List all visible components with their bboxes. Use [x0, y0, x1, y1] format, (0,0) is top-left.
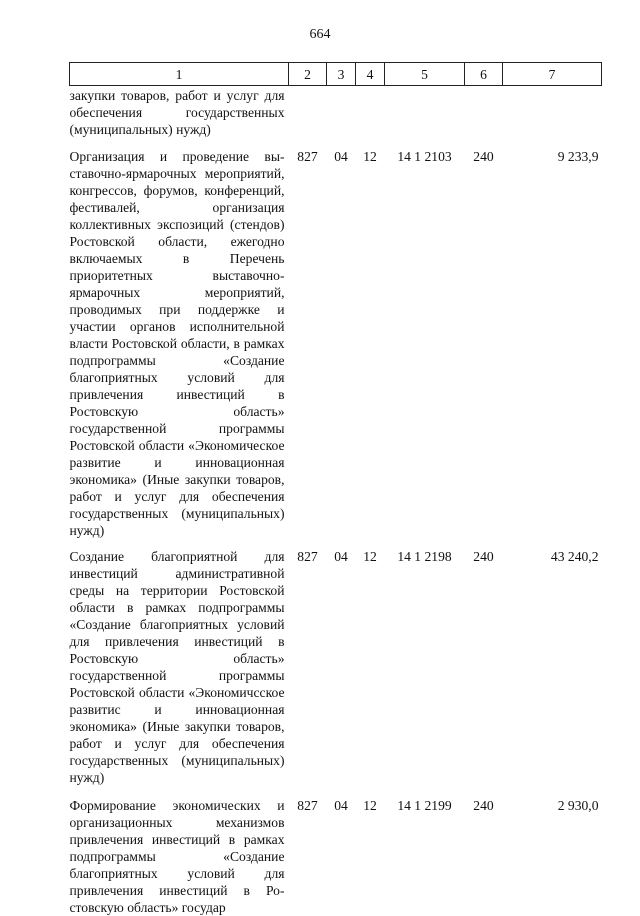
row-target-article: 14 1 2198 [397, 549, 452, 564]
row-section: 04 [334, 549, 348, 564]
row-expense-type [465, 86, 503, 149]
header-col-2: 2 [289, 63, 327, 86]
header-col-3: 3 [327, 63, 356, 86]
row-subsection: 12 [363, 549, 377, 564]
row-expense-type: 240 [473, 798, 494, 813]
row-description: Организация и проведение выставочно-ярмарочных мероприятий, конгрессов, форумов, конференций, фестивалей, организация коллективных экспозиций (стендов) Ростовской области, ежегодно включаемых в Перечень приоритетных выставочно-ярмарочных мероприятий, проводимых при поддержке и участии органов исполнительной власти Ростовской области, в рамках подпрограммы «Создание благоприятных условий для привлечения инвестиций в Ростовскую область» государственной программы Ростовской области «Экономическое развитие и инновационная экономика» (Иные закупки товаров, работ и услуг для обеспечения государственных (муниципальных) нужд) [69, 149, 285, 538]
budget-table [69, 62, 602, 916]
row-target-article [385, 86, 465, 149]
header-col-6: 6 [465, 63, 503, 86]
row-admin-code: 827 [297, 798, 318, 813]
table-row [70, 548, 602, 797]
row-amount: 43 240,2 [550, 549, 599, 564]
row-target-article: 14 1 2103 [397, 149, 452, 164]
row-section: 04 [334, 149, 348, 164]
row-expense-type: 240 [473, 149, 494, 164]
row-amount [503, 86, 602, 149]
row-amount: 9 233,9 [557, 149, 599, 164]
header-col-1: 1 [70, 63, 289, 86]
page-number: 664 [309, 27, 331, 42]
row-subsection: 12 [363, 798, 377, 813]
row-subsection [356, 86, 385, 149]
header-col-7: 7 [503, 63, 602, 86]
row-expense-type: 240 [473, 549, 494, 564]
row-admin-code [289, 86, 327, 149]
row-description: закупки товаров, работ и услуг для обеспечения государственных (муниципальных) нужд) [69, 88, 285, 137]
header-col-5: 5 [385, 63, 465, 86]
table-row [70, 797, 602, 916]
row-admin-code: 827 [297, 149, 318, 164]
table-row [70, 86, 602, 149]
row-target-article: 14 1 2199 [397, 798, 452, 813]
row-section: 04 [334, 798, 348, 813]
table-row [70, 148, 602, 548]
header-col-4: 4 [356, 63, 385, 86]
row-admin-code: 827 [297, 549, 318, 564]
header-row [70, 63, 602, 86]
row-description: Создание благоприятной для инвестиций административной среды на территории Ростовской области в рамках подпрограммы «Создание благоприятных условий для привлечения инвестиций в Ростовскую область» государственной программы Ростовской области «Экономичсское развитис и инновационная экономика» (Иные закупки товаров, работ и услуг для обеспечения государственных (муниципальных) нужд) [69, 549, 285, 785]
row-description: Формирование экономических и организационных механизмов привлечения инвестиций в рамках подпрограммы «Создание благоприятных условий для привлечения инвестиций в Ростовскую область» государ [69, 798, 285, 915]
row-subsection: 12 [363, 149, 377, 164]
row-amount: 2 930,0 [557, 798, 599, 813]
row-section [327, 86, 356, 149]
